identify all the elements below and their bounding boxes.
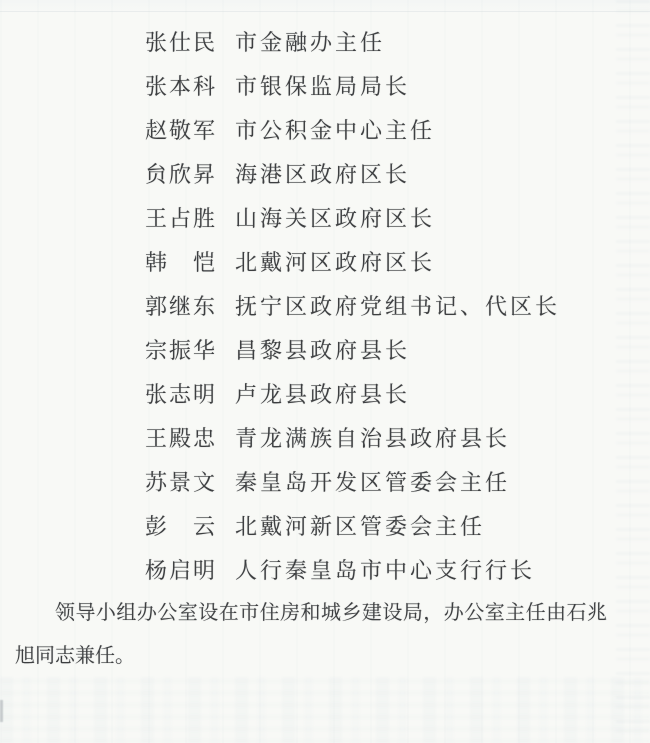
- leader-title: 北戴河区政府区长: [235, 249, 436, 275]
- leader-name: 苏景文: [145, 469, 218, 495]
- leader-name: 彭 云: [145, 513, 218, 539]
- leader-name: 王占胜: [145, 205, 218, 231]
- leader-title: 卢龙县政府县长: [235, 381, 411, 407]
- leader-name: 杨启明: [145, 557, 218, 583]
- leader-entry: [0, 239, 650, 283]
- scan-edge-line: [0, 11, 650, 12]
- leader-entry: [0, 63, 650, 107]
- leader-title: 市公积金中心主任: [235, 117, 436, 143]
- leader-title: 海港区政府区长: [235, 161, 411, 187]
- leader-entry: [0, 327, 650, 371]
- leaders-list: [0, 19, 650, 591]
- bleed-through-texture-bottom: [0, 677, 650, 743]
- leader-name: 赵敬军: [145, 117, 218, 143]
- leader-title: 山海关区政府区长: [235, 205, 436, 231]
- leader-name: 张本科: [145, 73, 218, 99]
- leader-entry: [0, 107, 650, 151]
- leader-entry: [0, 547, 650, 591]
- leader-title: 北戴河新区管委会主任: [235, 513, 486, 539]
- leader-entry: [0, 503, 650, 547]
- leader-name: 王殿忠: [145, 425, 218, 451]
- closing-paragraph: 领导小组办公室设在市住房和城乡建设局，办公室主任由石兆旭同志兼任。: [15, 602, 607, 667]
- leader-name: 张志明: [145, 381, 218, 407]
- leader-title: 秦皇岛开发区管委会主任: [235, 469, 511, 495]
- leader-entry: [0, 195, 650, 239]
- leader-name: 贠欣昇: [145, 161, 218, 187]
- leader-entry: [0, 151, 650, 195]
- leader-title: 抚宁区政府党组书记、代区长: [235, 293, 561, 319]
- leader-title: 市金融办主任: [235, 29, 386, 55]
- leader-title: 青龙满族自治县政府县长: [235, 425, 511, 451]
- leader-entry: [0, 371, 650, 415]
- leader-name: 韩 恺: [145, 249, 218, 275]
- leader-title: 市银保监局局长: [235, 73, 411, 99]
- leader-title: 昌黎县政府县长: [235, 337, 411, 363]
- leader-name: 郭继东: [145, 293, 218, 319]
- leader-entry: [0, 459, 650, 503]
- leader-name: 宗振华: [145, 337, 218, 363]
- leader-name: 张仕民: [145, 29, 218, 55]
- leader-entry: [0, 19, 650, 63]
- leader-entry: [0, 283, 650, 327]
- scan-artifact: [0, 700, 3, 722]
- leader-entry: [0, 415, 650, 459]
- leader-title: 人行秦皇岛市中心支行行长: [235, 557, 536, 583]
